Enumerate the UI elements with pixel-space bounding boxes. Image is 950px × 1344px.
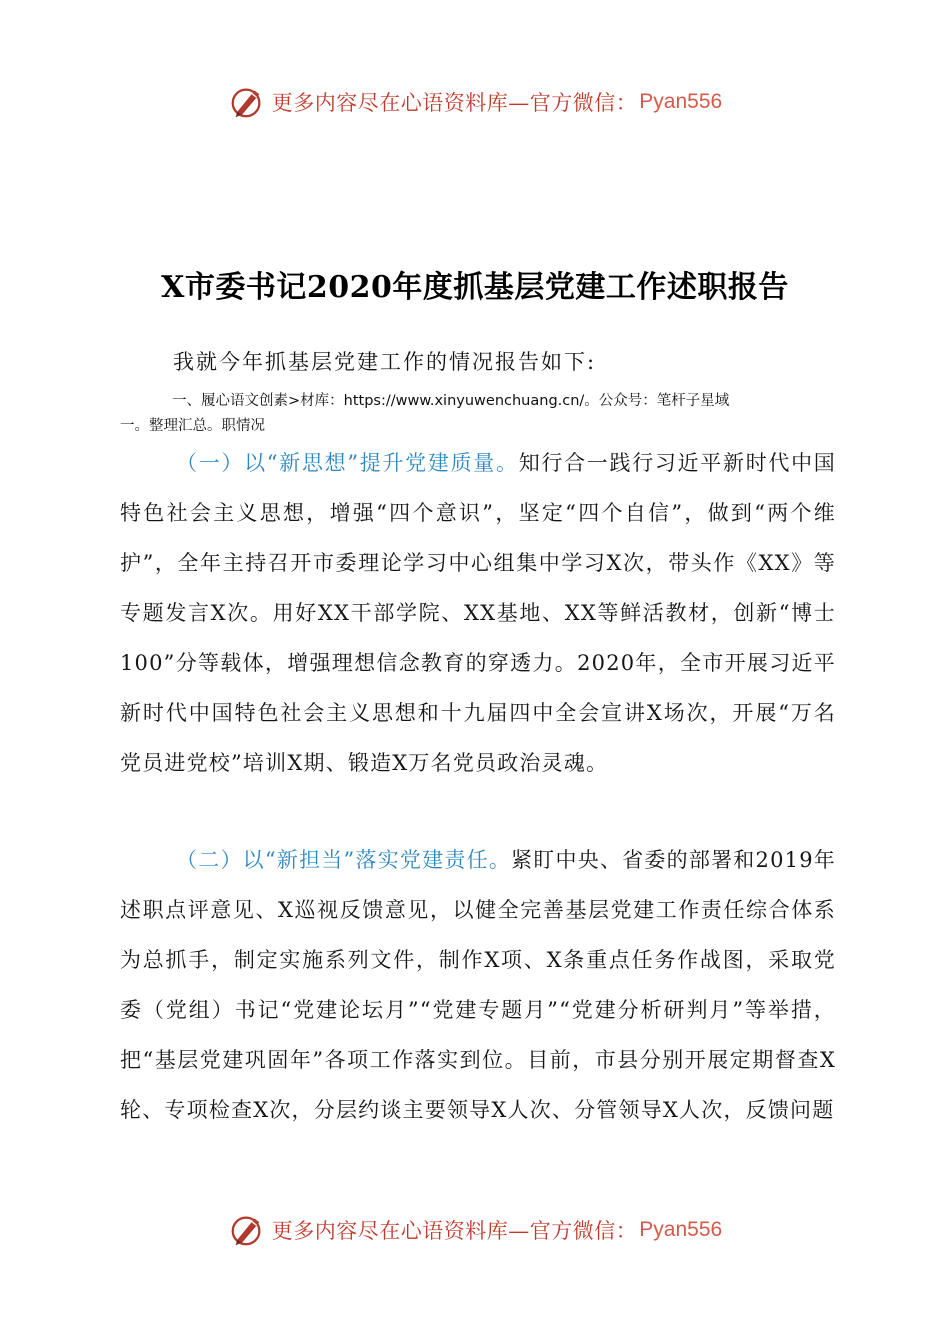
- banner-text: 更多内容尽在心语资料库—官方微信：: [271, 91, 638, 115]
- banner-wechat-id: Pyan556: [639, 90, 723, 113]
- pen-logo-icon: [228, 1211, 266, 1249]
- section-paragraph-1: [120, 438, 836, 788]
- page-title: X市委书记2020年度抓基层党建工作述职报告: [161, 270, 789, 305]
- inserted-line-1: 一、履心语文创素>材库：https://www.xinyuwenchuang.cn/。公众号：笔杆子星域: [172, 393, 730, 409]
- footer-banner-wechat-id: Pyan556: [639, 1218, 723, 1241]
- section-paragraph-2: [120, 835, 836, 1135]
- intro-line: 我就今年抓基层党建工作的情况报告如下:: [173, 350, 597, 374]
- inserted-line-2: 一。整理汇总。职情况: [120, 418, 265, 434]
- header-banner: [0, 80, 950, 124]
- pen-logo-icon: [228, 83, 266, 121]
- section-body-1: 知行合一践行习近平新时代中国特色社会主义思想，增强“四个意识”，坚定“四个自信”，做到“两个维护”，全年主持召开市委理论学习中心组集中学习X次，带头作《XX》等专题发言X次。用好XX干部学院、XX基地、XX等鲜活教材，创新“博士100”分等载体，增强理想信念教育的穿透力。2020年，全市开展习近平新时代中国特色社会主义思想和十九届四中全会宣讲X场次，开展“万名党员进党校”培训X期、锻造X万名党员政治灵魂。: [120, 451, 836, 775]
- section-heading-1: （一）以“新思想”提升党建质量。: [176, 451, 519, 475]
- footer-banner-text: 更多内容尽在心语资料库—官方微信：: [271, 1219, 638, 1243]
- section-heading-2: （二）以“新担当”落实党建责任。: [176, 848, 512, 872]
- footer-banner: [0, 1208, 950, 1252]
- section-body-2: 紧盯中央、省委的部署和2019年述职点评意见、X巡视反馈意见，以健全完善基层党建工作责任综合体系为总抓手，制定实施系列文件，制作X项、X条重点任务作战图，采取党委（党组）书记“党建论坛月”“党建专题月”“党建分析研判月”等举措，把“基层党建巩固年”各项工作落实到位。目前，市县分别开展定期督查X轮、专项检查X次，分层约谈主要领导X人次、分管领导X人次，反馈问题: [120, 848, 836, 1122]
